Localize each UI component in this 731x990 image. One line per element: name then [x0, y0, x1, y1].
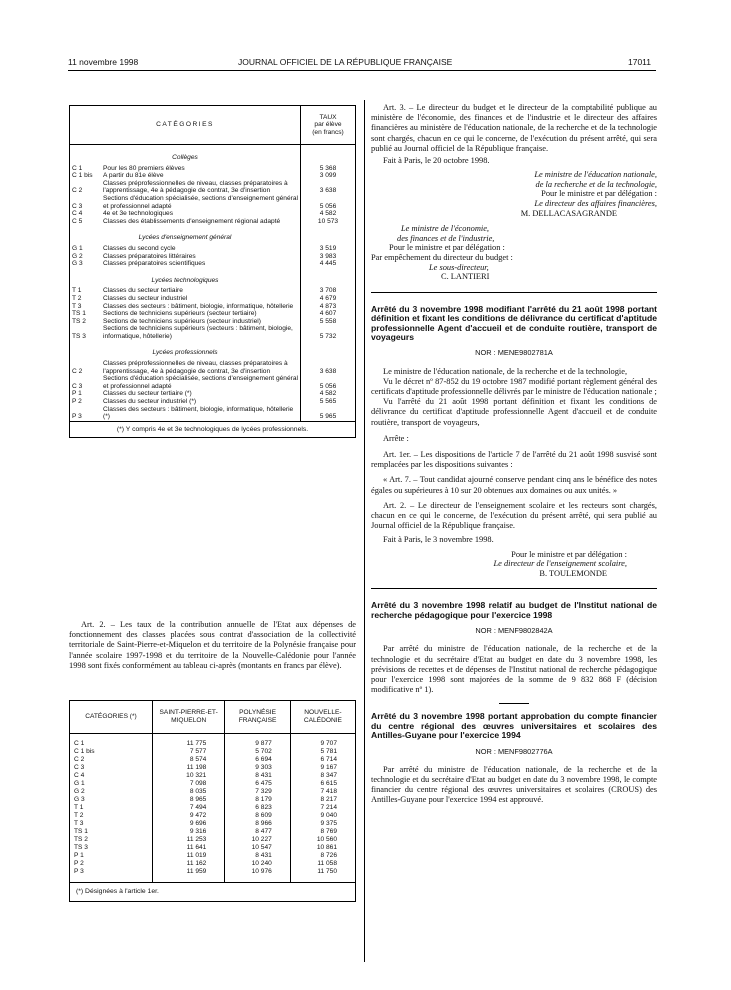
table-row: [70, 852, 356, 860]
category-label: Sections d'éducation spécialisée, sections d'enseignement général et professionnel adapté: [103, 194, 298, 210]
category-code: TS 3: [72, 332, 86, 340]
table-row: [70, 375, 356, 390]
amount-cell: 10 240: [225, 860, 290, 868]
amount-cell: 8 769: [290, 828, 355, 836]
arrete-1-art7: « Art. 7. – Tout candidat ajourné conserve pendant cinq ans le bénéfice des notes égales ou supérieures à 10 sur 20 obtenues aux domaines ou aux unités. »: [371, 475, 657, 495]
table-row: [70, 210, 356, 218]
table-row: [70, 860, 356, 868]
amount-cell: 11 058: [290, 860, 355, 868]
arrete-1-arrete: Arrête :: [383, 433, 409, 443]
category-cell: C 1 bis: [74, 748, 95, 755]
amount-cell: 10 976: [225, 868, 290, 876]
header-rule: [68, 70, 656, 71]
amount-cell: 9 303: [225, 764, 290, 772]
table-header-row: [70, 106, 356, 145]
amount-cell: 11 641: [153, 844, 225, 852]
table-row: [70, 253, 356, 261]
table-row: [70, 165, 356, 173]
arrete-2-p: Par arrêté du ministre de l'éducation nationale, de la recherche et de la technologie et du secrétaire d'Etat au budget en date du 3 novembre 1998, les prévisions de recettes et de dépenses de l'Institut national de recherche pédagogique pour l'exercice 1998 sont majorées de la somme de 9 832 868 F (décision modificative nº 1).: [371, 644, 657, 695]
category-code: C 2: [72, 367, 83, 375]
column-header: NOUVELLE-CALÉDONIE: [290, 701, 355, 734]
section-row: [70, 268, 356, 288]
section-row: [70, 145, 356, 165]
amount-cell: 6 823: [225, 804, 290, 812]
column-header: POLYNÉSIE FRANÇAISE: [225, 701, 290, 734]
category-code: T 3: [72, 302, 82, 310]
category-label: Sections de techniciens supérieurs (secteurs : bâtiment, biologie, informatique, hôtellerie): [103, 325, 293, 340]
table-row: [70, 303, 356, 311]
taux-value: 3 638: [301, 180, 356, 195]
table-row: [70, 325, 356, 340]
arrete-1-signature: Pour le ministre et par délégation : Le directeur de l'enseignement scolaire, B. TOULEMONDE: [493, 549, 627, 578]
column-header: CATÉGORIES (*): [70, 701, 153, 734]
table-row: [70, 812, 356, 820]
taux-value: 4 445: [301, 260, 356, 268]
amount-cell: 11 198: [153, 764, 225, 772]
category-cell: C 2: [74, 756, 85, 763]
table-row: [70, 310, 356, 318]
right-column: [371, 103, 657, 806]
amount-cell: 7 214: [290, 804, 355, 812]
category-label: Sections de techniciens supérieurs (secteur industriel): [103, 317, 261, 325]
category-code: C 3: [72, 382, 83, 390]
section-title: Lycées d'enseignement général: [138, 234, 232, 242]
amount-cell: 7 577: [153, 748, 225, 756]
category-label: Classes des secteurs : bâtiment, biologie, informatique, hôtellerie (*): [103, 405, 294, 421]
table-row: [70, 295, 356, 303]
arrete-3-p: Par arrêté du ministre de l'éducation nationale, de la recherche et de la technologie et du secrétaire d'Etat au budget en date du 3 novembre 1998, le compte financier du centre régional des œuvres universitaires et scolaires (CROUS) des Antilles-Guyane pour l'exercice 1994 est approuvé.: [371, 764, 657, 805]
amount-cell: 11 775: [153, 740, 225, 748]
amount-cell: 9 696: [153, 820, 225, 828]
table-row: [70, 180, 356, 195]
page-number: 17011: [628, 57, 652, 67]
category-cell: P 2: [74, 860, 84, 867]
arrete-3-title: Arrêté du 3 novembre 1998 portant approbation du compte financier du centre régional des œuvres universitaires et scolaires des Antilles-Guyane pour l'exercice 1994: [371, 711, 657, 741]
taux-table: [69, 105, 356, 438]
amount-cell: 10 560: [290, 836, 355, 844]
taux-value: 3 708: [301, 287, 356, 295]
separator-rule: [371, 292, 657, 293]
amount-cell: 8 179: [225, 796, 290, 804]
category-code: T 1: [72, 287, 82, 295]
category-cell: G 3: [74, 796, 85, 803]
taux-value: 4 873: [301, 303, 356, 311]
table-row: [70, 868, 356, 876]
category-code: P 3: [72, 413, 82, 421]
taux-value: 5 056: [301, 375, 356, 390]
arrete-1-art2: Art. 2. – Le directeur de l'enseignement scolaire et les recteurs sont chargés, chacun en ce qui le concerne, de l'exécution du présent arrêté, qui sera publié au Journal officiel de la République française.: [371, 500, 657, 531]
amount-cell: 6 714: [290, 756, 355, 764]
taux-value: 5 732: [301, 325, 356, 340]
category-label: Classes du secteur industriel (*): [103, 398, 197, 406]
category-cell: P 1: [74, 852, 84, 859]
table-row: [70, 398, 356, 406]
table-row: [70, 390, 356, 398]
category-code: TS 1: [72, 310, 86, 318]
category-label: Classes du secteur tertiaire (*): [103, 390, 192, 398]
amount-cell: 10 861: [290, 844, 355, 852]
amount-cell: 10 547: [225, 844, 290, 852]
taux-value: 4 582: [301, 390, 356, 398]
amount-cell: 6 615: [290, 780, 355, 788]
header-date: 11 novembre 1998: [68, 57, 139, 67]
category-label: Classes du second cycle: [103, 244, 176, 252]
amount-cell: 9 316: [153, 828, 225, 836]
taux-value: 5 565: [301, 398, 356, 406]
table-row: [70, 788, 356, 796]
category-cell: G 2: [74, 788, 85, 795]
table-row: [70, 195, 356, 210]
table-row: [70, 406, 356, 422]
table-row: [70, 318, 356, 326]
column-divider: [364, 100, 365, 962]
amount-cell: 7 329: [225, 788, 290, 796]
category-label: Classes du secteur industriel: [103, 294, 188, 302]
taux-value: 4 607: [301, 310, 356, 318]
category-code: G 3: [72, 260, 83, 268]
dom-tom-table: [69, 700, 356, 902]
category-code: TS 2: [72, 317, 86, 325]
amount-cell: 6 475: [225, 780, 290, 788]
category-cell: TS 1: [74, 828, 88, 835]
table-row: [70, 796, 356, 804]
table-row: [70, 804, 356, 812]
table-row: [70, 844, 356, 852]
category-label: Sections de techniciens supérieurs (secteur tertiaire): [103, 310, 257, 318]
category-cell: C 3: [74, 764, 85, 771]
short-separator: [499, 703, 529, 704]
taux-value: 3 638: [301, 360, 356, 375]
amount-cell: 7 418: [290, 788, 355, 796]
amount-cell: 11 162: [153, 860, 225, 868]
category-cell: P 3: [74, 868, 84, 875]
arrete-2-title: Arrêté du 3 novembre 1998 relatif au budget de l'Institut national de recherche pédagogique pour l'exercice 1998: [371, 600, 657, 620]
section-title: Collèges: [172, 154, 198, 161]
category-code: C 4: [72, 210, 83, 218]
amount-cell: 5 781: [290, 748, 355, 756]
amount-cell: 8 965: [153, 796, 225, 804]
category-cell: T 2: [74, 812, 84, 819]
arrete-1-nor: NOR : MENE9802781A: [475, 348, 553, 358]
amount-cell: 7 494: [153, 804, 225, 812]
section-row: [70, 225, 356, 245]
category-cell: G 1: [74, 780, 85, 787]
journal-title: JOURNAL OFFICIEL DE LA RÉPUBLIQUE FRANÇAISE: [238, 57, 453, 67]
category-code: G 2: [72, 252, 83, 260]
separator-rule-2: [371, 588, 657, 589]
signature-1: Le ministre de l'éducation nationale, de la recherche et de la technologie, Pour le ministre et par délégation : Le directeur des affaires financières, M. DELLACASAGRANDE: [520, 170, 657, 218]
table-row: [70, 360, 356, 375]
taux-value: 4 582: [301, 210, 356, 218]
col-taux: TAUX par élève (en francs): [301, 106, 356, 145]
amount-cell: 11 019: [153, 852, 225, 860]
category-label: Classes des secteurs : bâtiment, biologie, informatique, hôtellerie: [103, 302, 294, 310]
table-row: [70, 828, 356, 836]
amount-cell: 9 877: [225, 740, 290, 748]
table-row: [70, 172, 356, 180]
amount-cell: 9 472: [153, 812, 225, 820]
amount-cell: 8 347: [290, 772, 355, 780]
taux-value: 5 368: [301, 165, 356, 173]
category-code: P 1: [72, 390, 82, 398]
taux-value: 5 965: [301, 406, 356, 422]
amount-cell: 8 431: [225, 772, 290, 780]
category-cell: TS 2: [74, 836, 88, 843]
amount-cell: 11 959: [153, 868, 225, 876]
section-title: Lycées professionnels: [152, 349, 218, 357]
table-row: [70, 764, 356, 772]
category-cell: C 1: [74, 740, 85, 747]
signature-2: Le ministre de l'économie, des finances et de l'industrie, Pour le ministre et par délégation : Par empêchement du directeur du budget : Le sous-directeur, C. LANTIERI: [371, 224, 513, 282]
arrete-1-fait: Fait à Paris, le 3 novembre 1998.: [383, 535, 494, 545]
amount-cell: 10 321: [153, 772, 225, 780]
category-code: P 2: [72, 398, 82, 406]
taux-value: 3 519: [301, 245, 356, 253]
amount-cell: 9 167: [290, 764, 355, 772]
taux-value: 10 573: [301, 218, 356, 226]
arrete-1-p3: Vu l'arrêté du 21 août 1998 portant définition et fixant les conditions de délivrance du certificat d'aptitude professionnelle Agent d'accueil et de conduite routière, transport de voyageurs,: [371, 397, 657, 427]
category-cell: T 3: [74, 820, 84, 827]
category-label: Classes des établissements d'enseignement régional adapté: [103, 217, 281, 225]
table-row: [70, 820, 356, 828]
category-code: G 1: [72, 244, 83, 252]
amount-cell: 8 966: [225, 820, 290, 828]
category-cell: C 4: [74, 772, 85, 779]
category-label: Classes du secteur tertiaire: [103, 287, 183, 295]
category-cell: TS 3: [74, 844, 88, 851]
category-code: C 3: [72, 202, 83, 210]
category-label: 4e et 3e technologiques: [103, 210, 174, 218]
table-row: [70, 772, 356, 780]
arrete-2-nor: NOR : MENF9802842A: [475, 626, 553, 636]
col-categories: CATÉGORIES: [70, 106, 301, 145]
amount-cell: 9 375: [290, 820, 355, 828]
table-row: [70, 245, 356, 253]
taux-value: 3 099: [301, 172, 356, 180]
table-row: [70, 218, 356, 226]
category-code: C 1 bis: [72, 172, 93, 180]
section-row: [70, 340, 356, 360]
category-label: Classes préparatoires littéraires: [103, 252, 196, 260]
category-code: C 5: [72, 217, 83, 225]
category-label: Classes préprofessionnelles de niveau, classes préparatoires à l'apprentissage, 4e à pédagogie de contrat, 3e d'insertion: [103, 179, 288, 195]
table-row: [70, 836, 356, 844]
arrete-1-title: Arrêté du 3 novembre 1998 modifiant l'arrêté du 21 août 1998 portant définition et fixant les conditions de délivrance du certificat d'aptitude professionnelle Agent d'accueil et de conduite routière, transport de voyageurs: [371, 303, 657, 342]
table-row: [70, 748, 356, 756]
amount-cell: 8 726: [290, 852, 355, 860]
table-header-row: [70, 701, 356, 734]
arrete-1-p1: Le ministre de l'éducation nationale, de la recherche et de la technologie,: [383, 366, 628, 376]
amount-cell: 9 040: [290, 812, 355, 820]
table-row: [70, 756, 356, 764]
amount-cell: 8 217: [290, 796, 355, 804]
amount-cell: 8 035: [153, 788, 225, 796]
amount-cell: 11 750: [290, 868, 355, 876]
section-title: Lycées technologiques: [151, 276, 219, 284]
table-row: [70, 287, 356, 295]
amount-cell: 8 609: [225, 812, 290, 820]
category-label: Classes préprofessionnelles de niveau, classes préparatoires à l'apprentissage, 4e à pédagogie de contrat, 3e d'insertion: [103, 360, 288, 375]
arrete-1-p2: Vu le décret nº 87-852 du 19 octobre 1987 modifié portant règlement général des certificats d'aptitude professionnelle délivrés par le ministre de l'éducation nationale ;: [371, 376, 657, 396]
taux-value: 5 056: [301, 195, 356, 210]
category-cell: T 1: [74, 804, 84, 811]
table-2-footnote: (*) Désignées à l'article 1er.: [70, 883, 356, 902]
taux-value: 4 679: [301, 295, 356, 303]
table-1-footnote: (*) Y compris 4e et 3e technologiques de lycées professionnels.: [70, 421, 356, 438]
fait-1: Fait à Paris, le 20 octobre 1998.: [383, 156, 490, 166]
amount-cell: 10 227: [225, 836, 290, 844]
category-code: C 2: [72, 187, 83, 195]
taux-value: 5 558: [301, 318, 356, 326]
taux-value: 3 983: [301, 253, 356, 261]
article-2-left: [69, 620, 356, 671]
amount-cell: 5 702: [225, 748, 290, 756]
amount-cell: 11 253: [153, 836, 225, 844]
amount-cell: 8 477: [225, 828, 290, 836]
category-label: Pour les 80 premiers élèves: [103, 164, 185, 172]
amount-cell: 8 574: [153, 756, 225, 764]
table-row: [70, 260, 356, 268]
arrete-3-nor: NOR : MENF9802776A: [475, 746, 553, 756]
column-header: SAINT-PIERRE-ET-MIQUELON: [153, 701, 225, 734]
category-label: Classes préparatoires scientifiques: [103, 260, 206, 268]
category-code: T 2: [72, 294, 82, 302]
table-row: [70, 740, 356, 748]
category-code: C 1: [72, 164, 83, 172]
arrete-1-art1: Art. 1er. – Les dispositions de l'article 7 de l'arrêté du 21 août 1998 susvisé sont remplacées par les dispositions suivantes :: [371, 450, 657, 470]
table-row: [70, 780, 356, 788]
article-2-text: Art. 2. – Les taux de la contribution annuelle de l'Etat aux dépenses de fonctionnement des classes placées sous contrat d'association de la collectivité territoriale de Saint-Pierre-et-Miquelon et du territoire de la Polynésie française pour l'année scolaire 1997-1998 et du territoire de la Nouvelle-Calédonie pour l'année 1998 sont fixés conformément au tableau ci-après (montants en francs par élève).: [69, 620, 356, 670]
amount-cell: 8 431: [225, 852, 290, 860]
article-3-text: Art. 3. – Le directeur du budget et le directeur de la comptabilité publique au ministère de l'économie, des finances et de l'industrie et le directeur des affaires financières au ministère de l'éducation nationale, de la recherche et de la technologie sont chargés, chacun en ce qui le concerne, de l'exécution du présent arrêté, qui sera publié au Journal officiel de la République française.: [371, 103, 657, 153]
category-label: Sections d'éducation spécialisée, sections d'enseignement général et professionnel adapté: [103, 375, 298, 390]
amount-cell: 7 098: [153, 780, 225, 788]
amount-cell: 6 694: [225, 756, 290, 764]
category-label: A partir du 81e élève: [103, 172, 164, 180]
amount-cell: 9 707: [290, 740, 355, 748]
